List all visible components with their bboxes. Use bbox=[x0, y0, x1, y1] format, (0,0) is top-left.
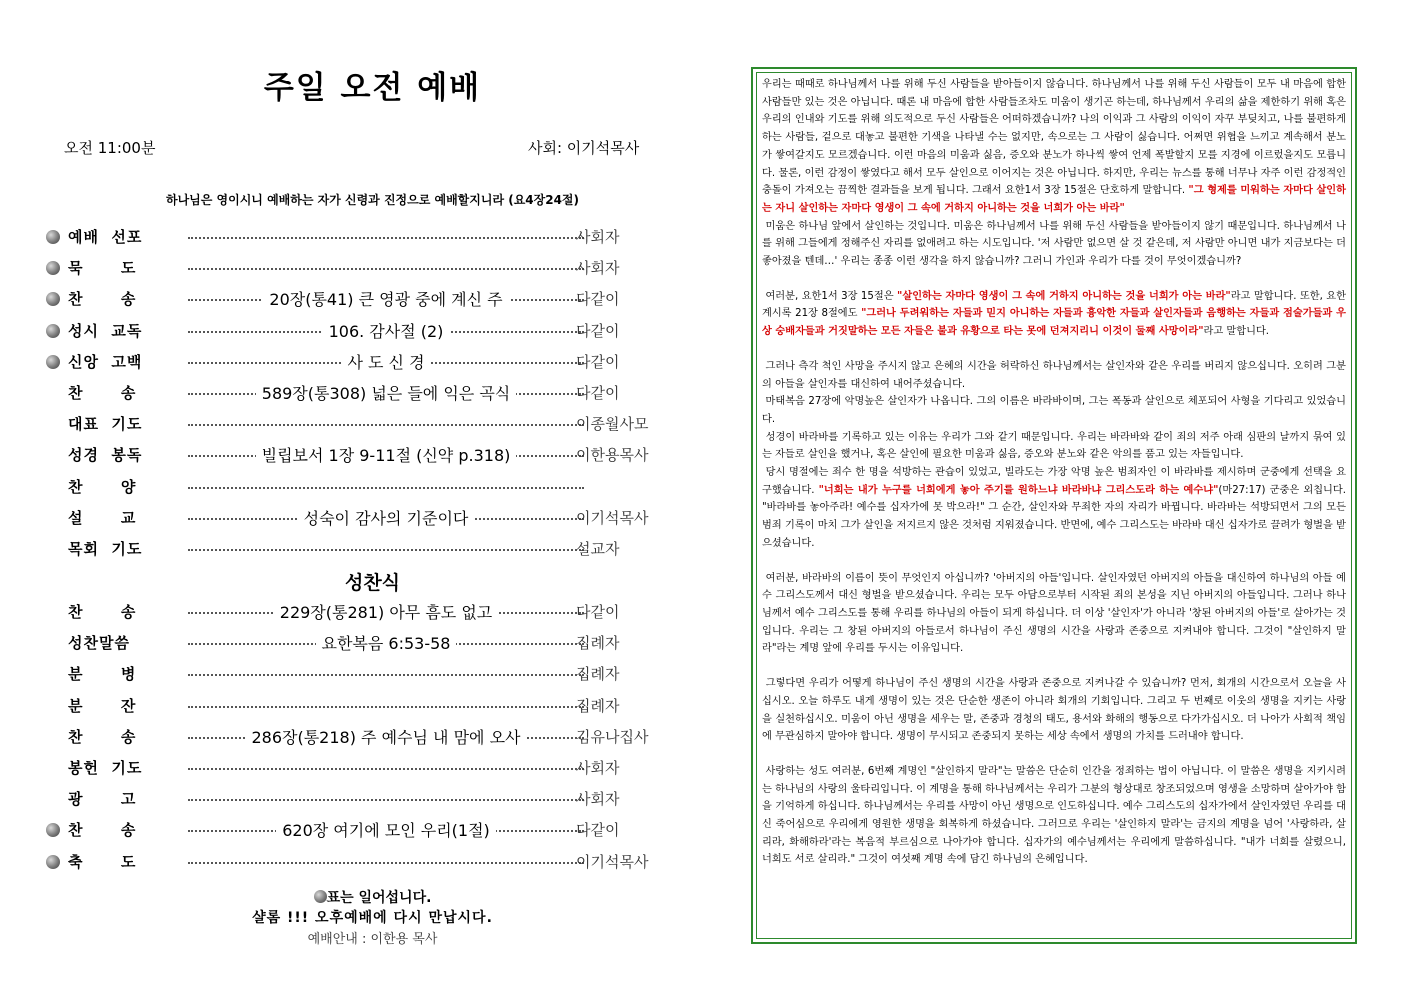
row-label: 성경 봉독 bbox=[68, 446, 143, 465]
service-time: 오전 11:00분 bbox=[64, 139, 156, 157]
row-leader-name: 다같이 bbox=[576, 290, 620, 309]
worship-row bbox=[46, 444, 666, 466]
bullet-icon bbox=[46, 324, 60, 338]
theme-verse: 하나님은 영이시니 예배하는 자가 신령과 진정으로 예배할지니라 (요4장24절) bbox=[165, 193, 580, 207]
dotted-leader bbox=[188, 424, 584, 426]
dotted-leader bbox=[188, 862, 584, 864]
row-label: 봉헌 기도 bbox=[68, 759, 143, 777]
row-leader-name: 이한용목사 bbox=[576, 446, 649, 465]
sermon-quote: "살인하는 자마다 영생이 그 속에 거하지 아니하는 것을 너희가 아는 바라" bbox=[897, 290, 1231, 302]
dotted-leader bbox=[188, 487, 584, 489]
row-label: 신앙 고백 bbox=[68, 352, 143, 371]
row-content bbox=[188, 381, 584, 404]
worship-row bbox=[46, 320, 666, 342]
worship-row bbox=[46, 601, 666, 623]
page-title: 주일 오전 예배 bbox=[263, 70, 482, 106]
sermon-paragraph bbox=[762, 429, 1346, 464]
sermon-text-span: 성경이 바라바를 기록하고 있는 이유는 우리가 그와 같기 때문입니다. 우리는 바라바와 같이 죄의 저주 아래 심판의 날까지 묶여 있는 자들로 살인을 했거나, 혹은 살인에 필요한 미움과 싫음, 증오와 분노와 같은 악의를 품고 있는 자들입니다. bbox=[762, 431, 1346, 461]
dotted-leader bbox=[188, 768, 584, 770]
sermon-paragraph bbox=[762, 76, 1346, 218]
row-content bbox=[188, 818, 584, 841]
sermon-text-span: 마태복음 27장에 악명높은 살인자가 나옵니다. 그의 이름은 바라바이며, 그는 폭동과 살인으로 체포되어 사형을 기다리고 있었습니다. bbox=[762, 396, 1346, 425]
row-content bbox=[188, 600, 584, 623]
bullet-icon bbox=[46, 855, 60, 869]
sermon-quote: "너희는 내가 누구를 너희에게 놓아 주기를 원하느냐 바라바냐 그리스도라 하는 예수냐" bbox=[818, 484, 1219, 496]
row-label: 찬 송 bbox=[68, 603, 137, 621]
sermon-paragraph bbox=[762, 570, 1346, 659]
bullet-icon bbox=[46, 292, 60, 306]
bullet-icon bbox=[46, 355, 60, 369]
row-content-text: 빌립보서 1장 9-11절 (신약 p.318) bbox=[256, 446, 517, 465]
row-label: 찬 송 bbox=[68, 384, 137, 402]
worship-row bbox=[46, 695, 666, 717]
sermon-text bbox=[762, 76, 1346, 869]
sermon-text-span: 그렇다면 우리가 어떻게 하나님이 주신 생명의 시간을 사랑과 존중으로 지켜나갈 수 있습니까? 먼저, 회개의 시간으로서 오늘을 사십시오. 오늘 하루도 내게 생명이 있는 것은 단순한 생존이 아니라 회개의 기회입니다. 그리고 두 번째로 이웃의 생명을 지키는 사랑을 실천하십시오. 미움이 아닌 생명을 세우는 말, 존중과 경청의 태도, 용서와 화해의 행동으로 다가가십시오. 더 나아가 사회적 책임에 무관심하지 말아야 합니다. 생명이 무시되고 존중되지 못하는 세상 속에서 생명의 가치를 드러내야 합니다. bbox=[762, 678, 1346, 743]
dotted-leader bbox=[188, 799, 584, 801]
row-leader-name: 설교자 bbox=[576, 540, 620, 558]
row-leader-name: 이기석목사 bbox=[576, 852, 649, 871]
row-label: 성시 교독 bbox=[68, 321, 143, 340]
worship-row bbox=[46, 538, 666, 560]
row-leader-name: 김유나집사 bbox=[576, 727, 649, 746]
row-label: 광 고 bbox=[68, 790, 137, 809]
worship-guide: 예배안내 : 이한용 목사 bbox=[307, 932, 438, 947]
row-leader-name: 다같이 bbox=[576, 384, 620, 402]
bullet-icon bbox=[46, 823, 60, 837]
sermon-text-span: 우리는 때때로 하나님께서 나를 위해 두신 사람들을 받아들이지 않습니다. 하나님께서 나를 위해 두신 사람들이 모두 내 마음에 합한 사람들만 있는 것은 아닙니다. 때론 내 마음에 합한 사람들조차도 미움이 생기곤 하는데, 하나님께서 우리의 삶을 제한하기 위해 혹은 우리의 인내와 기도를 위해 의도적으로 두신 사람들은 어떠하겠습니까? 나의 이익과 그 사람의 이익이 자꾸 부딪치고, 나를 불편하게 하는 사람들, 겉으로 대놓고 불편한 기색을 나타낼 수는 없지만, 속으로는 그 사람이 싫습니다. 어쩌면 위협을 느끼고 계속해서 분노가 쌓여갈지도 모르겠습니다. 이런 마음의 미움과 싫음, 증오와 분노가 하나씩 쌓여 언제 폭발할지 모를 지경에 이르렀을지도 모릅니다. 물론, 이런 감정이 쌓였다고 해서 모두 살인으로 이어지는 것은 아닙니다. 하지만, 우리는 뉴스를 통해 너무나 자주 이런 감정적인 충돌이 가져오는 끔찍한 결과들을 보게 됩니다. 그래서 요한1서 3장 15절은 단호하게 말합니다. bbox=[762, 79, 1346, 197]
row-content bbox=[188, 319, 584, 342]
row-content-text: 106. 감사절 (2) bbox=[323, 322, 450, 341]
row-content-text: 589장(통308) 넓은 들에 익은 곡식 bbox=[256, 384, 516, 403]
row-label: 찬 양 bbox=[68, 477, 137, 496]
row-label: 대표 기도 bbox=[68, 415, 143, 434]
row-leader-name: 다같이 bbox=[576, 821, 620, 840]
worship-row bbox=[46, 288, 666, 310]
row-leader-name: 사회자 bbox=[576, 759, 620, 777]
row-leader-name: 사회자 bbox=[576, 228, 620, 246]
row-label: 예배 선포 bbox=[68, 228, 143, 246]
standing-note bbox=[0, 887, 745, 907]
worship-row bbox=[46, 226, 666, 248]
worship-row bbox=[46, 507, 666, 529]
sermon-paragraph bbox=[762, 288, 1346, 341]
bullet-icon bbox=[46, 261, 60, 275]
row-leader-name: 다같이 bbox=[576, 321, 620, 340]
sermon-quote: "그러나 두려워하는 자들과 믿지 아니하는 자들과 흉악한 자들과 살인자들과 음행하는 자들과 점술가들과 우상 숭배자들과 거짓말하는 모든 자들은 불과 유황으로 타는 못에 던져지리니 이것이 둘째 사망이라" bbox=[762, 308, 1346, 338]
closing-message: 샬롬 !!! 오후예배에 다시 만납시다. bbox=[252, 910, 493, 926]
row-content-text: 286장(통218) 주 예수님 내 맘에 오사 bbox=[245, 728, 526, 747]
row-content-text: 20장(통41) 큰 영광 중에 계신 주 bbox=[263, 290, 508, 309]
bullet-icon bbox=[46, 230, 60, 244]
row-content-text: 사 도 신 경 bbox=[341, 353, 430, 372]
row-content-text: 229장(통281) 아무 흠도 없고 bbox=[274, 603, 498, 622]
row-label: 찬 송 bbox=[68, 821, 137, 840]
worship-row bbox=[46, 819, 666, 841]
sermon-text-span: 그러나 측각 척인 사망을 주시지 않고 은혜의 시간을 허락하신 하나님께서는 살인자와 같은 우리를 버리지 않으십니다. 오히려 그분의 아들을 살인자를 대신하여 내어주셨습니다. bbox=[762, 360, 1346, 390]
row-label: 설 교 bbox=[68, 508, 137, 527]
sermon-text-span: 여러분, 바라바의 이름이 뜻이 무엇인지 아십니까? '아버지의 아들'입니다. 살인자였던 아버지의 아들을 대신하여 하나님의 아들 예수 그리스도께서 대신 형벌을 받으셨습니다. 우리는 모두 아담으로부터 시작된 죄의 본성을 지닌 아버지의 아들입니다. 그러나 하나님께서 예수 그리스도를 통해 우리를 하나님의 아들이 되게 하십니다. 더 이상 '살인자'가 아니라 '창된 아버지의 아들'로 살아가는 것입니다. 우리는 그 창된 아버지의 아들로서 하나님이 주신 생명의 시간을 사랑과 존중으로 지켜내야 합니다. 그것이 "살인하지 말라"라는 계명 앞에 우리를 두시는 이유입니다. bbox=[762, 572, 1346, 655]
worship-row bbox=[46, 788, 666, 810]
worship-row bbox=[46, 257, 666, 279]
row-content bbox=[188, 631, 584, 654]
sermon-box bbox=[751, 67, 1357, 944]
row-content bbox=[188, 350, 584, 373]
row-content-text: 620장 여기에 모인 우리(1절) bbox=[276, 821, 496, 840]
row-content bbox=[188, 287, 584, 310]
row-label: 성찬말씀 bbox=[68, 634, 130, 653]
sermon-paragraph bbox=[762, 675, 1346, 746]
row-leader-name: 사회자 bbox=[576, 790, 620, 809]
row-label: 축 도 bbox=[68, 852, 137, 871]
worship-row bbox=[46, 726, 666, 748]
row-leader-name: 다같이 bbox=[576, 603, 620, 621]
sermon-text-span: 미움은 하나님 앞에서 살인하는 것입니다. 미움은 하나님께서 나를 위해 두신 사람들을 받아들이지 않기 때문입니다. 하나님께서 나를 위해 그들에게 정해주신 자리를 없애려고 하는 시도입니다. '저 사람만 없으면 살 것 같은데, 저 사람만 아니면 내가 지금보다는 더 좋아졌을 텐데…' 우리는 종종 이런 생각을 하지 않습니까? 그러니 가인과 우리가 다를 것이 무엇이겠습니까? bbox=[762, 220, 1346, 268]
worship-row bbox=[46, 851, 666, 873]
row-label: 분 병 bbox=[68, 665, 137, 684]
worship-row bbox=[46, 632, 666, 654]
row-label: 목회 기도 bbox=[68, 540, 143, 558]
worship-row bbox=[46, 413, 666, 435]
row-content bbox=[188, 443, 584, 466]
service-host: 사회: 이기석목사 bbox=[528, 139, 640, 157]
row-label: 분 잔 bbox=[68, 696, 137, 715]
communion-title: 성찬식 bbox=[344, 572, 401, 594]
worship-row bbox=[46, 757, 666, 779]
row-label: 찬 송 bbox=[68, 727, 137, 746]
dotted-leader bbox=[188, 237, 584, 239]
sermon-paragraph bbox=[762, 464, 1346, 553]
sermon-text-span: 여러분, 요한1서 3장 15절은 bbox=[765, 290, 894, 302]
dotted-leader bbox=[188, 706, 584, 708]
sermon-text-span: 라고 말합니다. bbox=[1203, 326, 1270, 338]
row-leader-name: 사회자 bbox=[576, 259, 620, 278]
sermon-paragraph bbox=[762, 218, 1346, 271]
row-label: 묵 도 bbox=[68, 259, 137, 278]
dotted-leader bbox=[188, 674, 584, 676]
sermon-paragraph bbox=[762, 393, 1346, 428]
dotted-leader bbox=[188, 268, 584, 270]
row-content bbox=[188, 506, 584, 529]
row-leader-name: 집례자 bbox=[576, 665, 620, 684]
row-leader-name: 이종월사모 bbox=[576, 415, 649, 434]
row-content-text: 성숙이 감사의 기준이다 bbox=[298, 509, 475, 528]
standing-note-text: 표는 일어섭니다. bbox=[326, 890, 432, 906]
worship-row bbox=[46, 663, 666, 685]
row-leader-name: 집례자 bbox=[576, 634, 620, 653]
worship-row bbox=[46, 382, 666, 404]
worship-row bbox=[46, 351, 666, 373]
sermon-text-span: 당시 명절에는 죄수 한 명을 석방하는 관습이 있었고, 빌라도는 가장 악명 높은 범죄자인 이 바라바를 제시하며 군중에게 선택을 요구했습니다. bbox=[762, 467, 1346, 496]
sermon-paragraph bbox=[762, 763, 1346, 869]
sermon-text-span: (마27:17) 군중은 외칩니다. "바라바를 놓아주라! 예수를 십자가에 못 박으라!" 그 순간, 살인자와 무죄한 자의 자리가 바뀝니다. 바라바는 석방되면서 그의 모든 범죄 기록이 마치 그가 살인을 저지르지 않은 것처럼 지워졌습니다. 반면에, 예수 그리스도는 바라바 대신 십자가로 끌려가 형벌을 받으셨습니다. bbox=[762, 484, 1346, 549]
row-leader-name: 이기석목사 bbox=[576, 508, 649, 527]
worship-row bbox=[46, 476, 666, 498]
row-content-text: 요한복음 6:53-58 bbox=[316, 634, 457, 653]
bullet-icon bbox=[314, 890, 327, 903]
sermon-quote: "그 형제를 미워하는 자마다 살인하는 자니 살인하는 자마다 영생이 그 속에 거하지 아니하는 것을 너희가 아는 바라" bbox=[762, 185, 1346, 214]
row-leader-name: 다같이 bbox=[576, 352, 620, 371]
sermon-paragraph bbox=[762, 358, 1346, 393]
row-content bbox=[188, 725, 584, 748]
sermon-text-span: 사랑하는 성도 여러분, 6번째 계명인 "살인하지 말라"는 말씀은 단순히 인간을 정죄하는 법이 아닙니다. 이 말씀은 생명을 지키시려는 하나님의 사랑의 울타리입니다. 이 계명을 통해 하나님께서는 우리가 그분의 형상대로 창조되었으며 영생을 소망하며 살아가야 함을 기억하게 하십니다. 하나님께서는 우리를 사망이 아닌 생명으로 인도하십니다. 예수 그리스도의 십자가에서 살인자였던 우리를 대신 죽어심으로 우리에게 영원한 생명을 회복하게 하셨습니다. 그러므로 우리는 '살인하지 말라'는 금지의 계명을 넘어 '사랑하라, 살리라, 화해하라'라는 복음적 부르심으로 나아가야 합니다. 십자가의 예수님께서는 우리에게 말씀하십니다. "내가 너희를 살렸으니, 너희도 서로 살리라." 그것이 여섯째 계명 속에 담긴 하나님의 은혜입니다. bbox=[762, 765, 1346, 866]
row-leader-name: 집례자 bbox=[576, 696, 620, 715]
row-label: 찬 송 bbox=[68, 290, 137, 309]
dotted-leader bbox=[188, 549, 584, 551]
sermon-text-span: 라고 말합니다. 또한, 요한계시록 21장 8절에도 bbox=[762, 290, 1346, 320]
